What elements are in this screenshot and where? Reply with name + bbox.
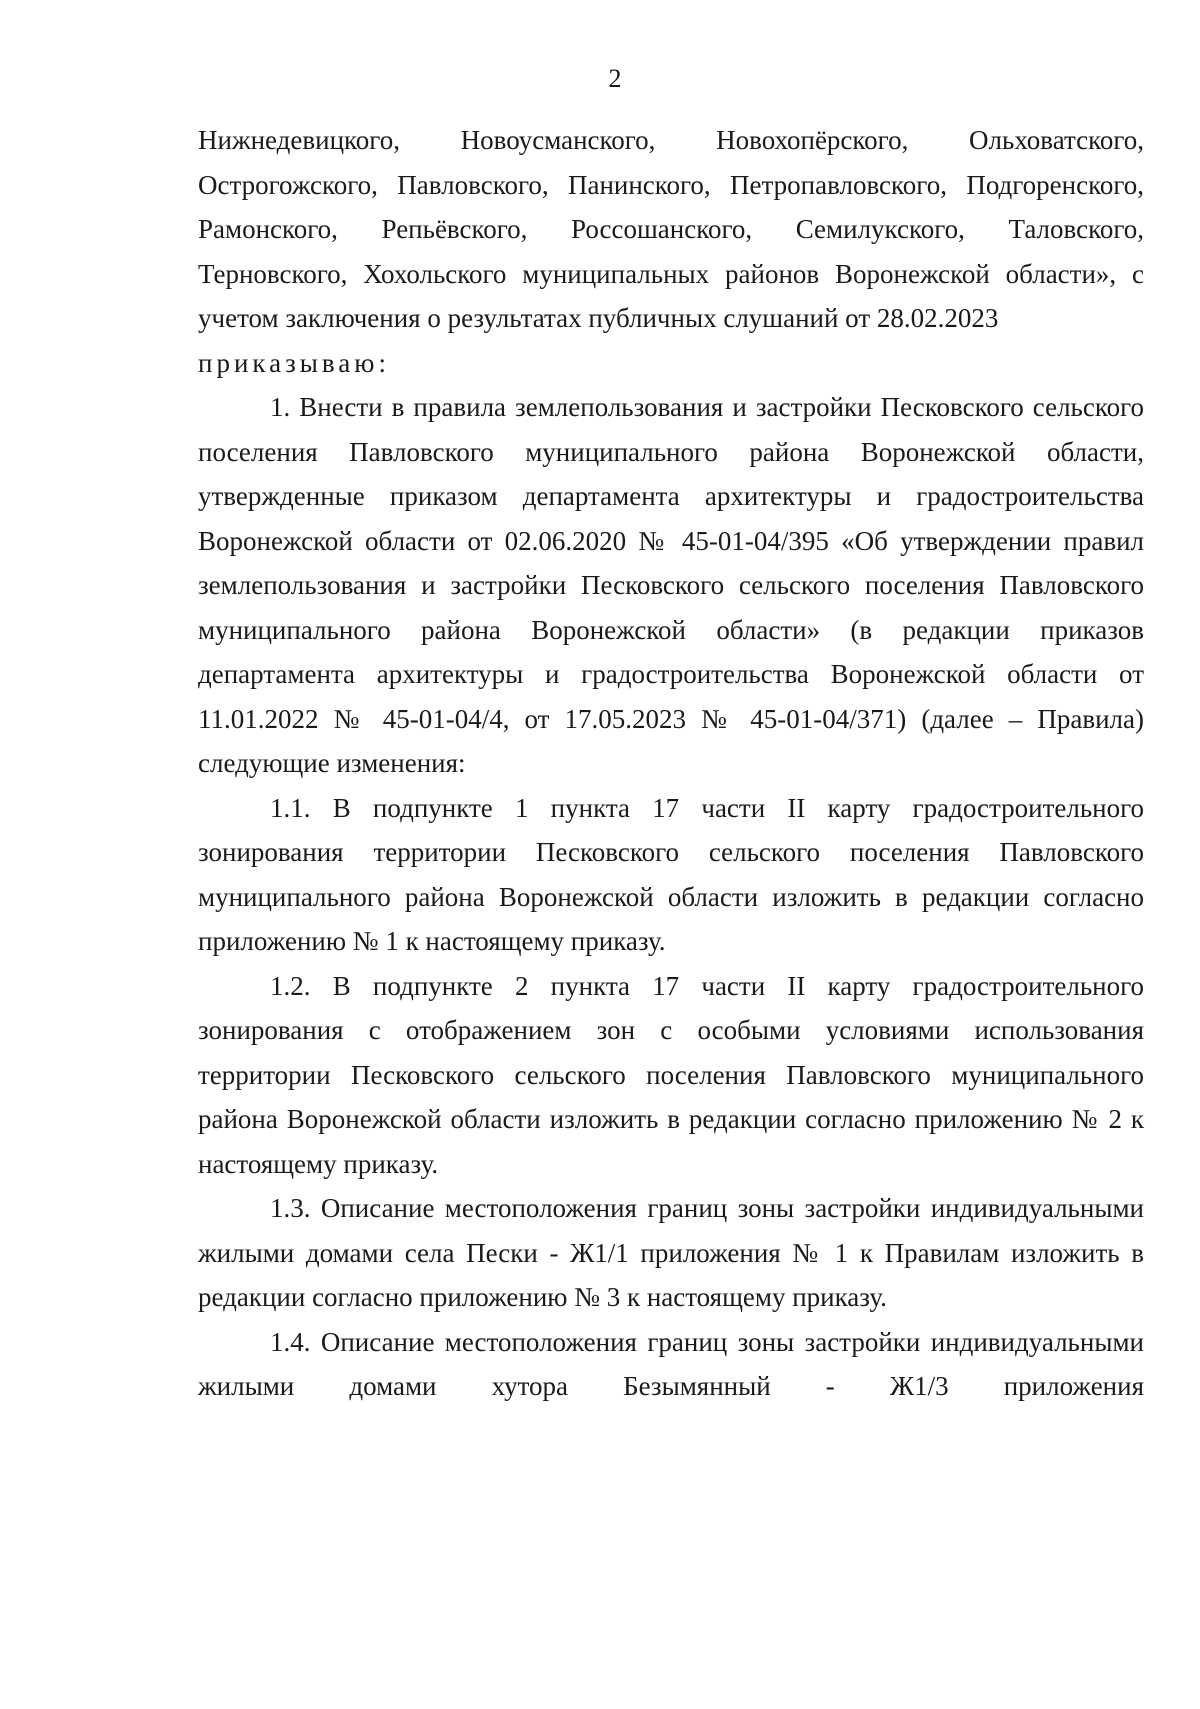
paragraph-item-1-4: 1.4. Описание местоположения границ зоны застройки индивидуальными жилыми домами хутора Безымянный - Ж1/3 приложения xyxy=(198,1326,1144,1401)
page-number: 2 xyxy=(608,64,622,93)
paragraph-order: приказываю: xyxy=(198,347,390,378)
paragraph-item-1-3: 1.3. Описание местоположения границ зоны застройки индивидуальными жилыми домами села Пески - Ж1/1 приложения № 1 к Правилам изложить в редакции согласно приложению № 3 к настоящему приказу. xyxy=(198,1193,1144,1312)
paragraph-item-1: 1. Внести в правила землепользования и застройки Песковского сельского поселения Павловского муниципального района Воронежской области, утвержденные приказом департамента архитектуры и градостроительства Воронежской области от 02.06.2020 № 45-01-04/395 «Об утверждении правил землепользования и застройки Песковского сельского поселения Павловского муниципального района Воронежской области» (в редакции приказов департамента архитектуры и градостроительства Воронежской области от 11.01.2022 № 45-01-04/4, от 17.05.2023 № 45-01-04/371) (далее – Правила) следующие изменения: xyxy=(198,392,1144,778)
document-body xyxy=(198,118,1144,1409)
paragraph-item-1-1: 1.1. В подпункте 1 пункта 17 части II карту градостроительного зонирования территории Песковского сельского поселения Павловского муниципального района Воронежской области изложить в редакции согласно приложению № 1 к настоящему приказу. xyxy=(198,792,1144,956)
paragraph-item-1-2: 1.2. В подпункте 2 пункта 17 части II карту градостроительного зонирования с отображением зон с особыми условиями использования территории Песковского сельского поселения Павловского муниципального района Воронежской области изложить в редакции согласно приложению № 2 к настоящему приказу. xyxy=(198,970,1144,1179)
paragraph-intro: Нижнедевицкого, Новоусманского, Новохопёрского, Ольховатского, Острогожского, Павловского, Панинского, Петропавловского, Подгоренского, Рамонского, Репьёвского, Россошанского, Семилукского, Таловского, Терновского, Хохольского муниципальных районов Воронежской области», с учетом заключения о результатах публичных слушаний от 28.02.2023 xyxy=(198,125,1144,333)
